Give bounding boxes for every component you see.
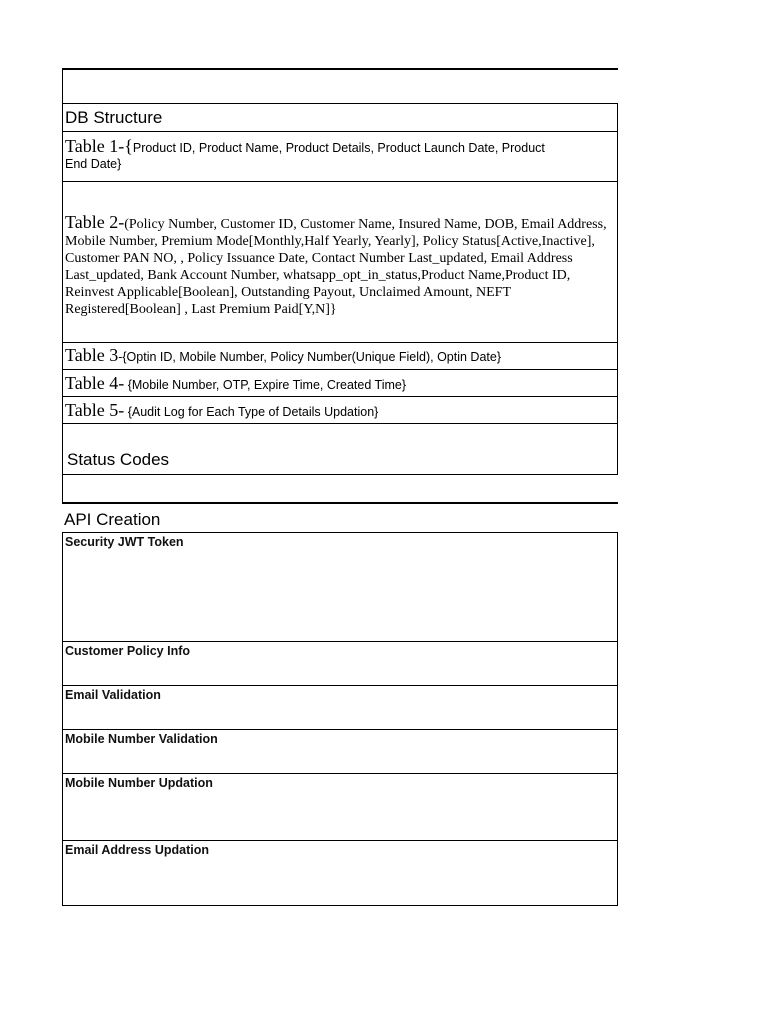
- api-item-label: Mobile Number Validation: [65, 732, 218, 746]
- api-item-email-address-updation: [62, 841, 618, 906]
- api-item-label: Customer Policy Info: [65, 644, 191, 658]
- table4-row: [62, 370, 618, 397]
- table3-row: [62, 343, 618, 370]
- api-item-mobile-number-validation: [62, 730, 618, 774]
- table5-fields: {Audit Log for Each Type of Details Updation}: [124, 405, 379, 419]
- status-codes-row: [62, 424, 618, 475]
- db-structure-row: [62, 104, 618, 132]
- table5-name: Table 5-: [65, 400, 125, 420]
- top-empty-row: [62, 68, 618, 104]
- table1-fields-line1: Product ID, Product Name, Product Details, Product Launch Date, Product: [132, 141, 545, 155]
- table2-row: [62, 182, 618, 343]
- table2-fields: (Policy Number, Customer ID, Customer Name, Insured Name, DOB, Email Address, Mobile Number, Premium Mode[Monthly,Half Yearly, Yearly], Policy Status[Active,Inactive], Customer PAN NO, , Policy Issuance Date, Contact Number Last_updated, Email Address Last_updated, Bank Account Number, whatsapp_opt_in_status,Product Name,Product ID, Reinvest Applicable[Boolean], Outstanding Payout, Unclaimed Amount, NEFT Registered[Boolean] , Last Premium Paid[Y,N]}: [65, 217, 607, 317]
- table1-fields-line2: End Date}: [65, 157, 122, 171]
- api-item-label: Security JWT Token: [65, 535, 184, 549]
- table1-row: [62, 132, 618, 182]
- api-creation-heading: API Creation: [64, 510, 161, 529]
- table2-name: Table 2-: [65, 212, 125, 232]
- api-item-email-validation: [62, 686, 618, 730]
- db-structure-heading: DB Structure: [65, 108, 163, 127]
- api-item-mobile-number-updation: [62, 774, 618, 841]
- blank-row: [62, 475, 618, 504]
- table1-name: Table 1-{: [65, 136, 133, 156]
- table3-name: Table 3: [65, 345, 119, 365]
- status-codes-heading: Status Codes: [67, 450, 170, 469]
- api-item-label: Mobile Number Updation: [65, 776, 213, 790]
- table4-name: Table 4-: [65, 373, 125, 393]
- api-item-security-jwt-token: [62, 532, 618, 642]
- api-item-customer-policy-info: [62, 642, 618, 686]
- table3-fields: -{Optin ID, Mobile Number, Policy Number(Unique Field), Optin Date}: [118, 350, 502, 364]
- table4-fields: {Mobile Number, OTP, Expire Time, Created Time}: [124, 378, 407, 392]
- table5-row: [62, 397, 618, 424]
- api-item-label: Email Validation: [65, 688, 161, 702]
- spreadsheet-sheet: [62, 68, 618, 906]
- api-item-label: Email Address Updation: [65, 843, 210, 857]
- api-creation-row: [62, 504, 618, 532]
